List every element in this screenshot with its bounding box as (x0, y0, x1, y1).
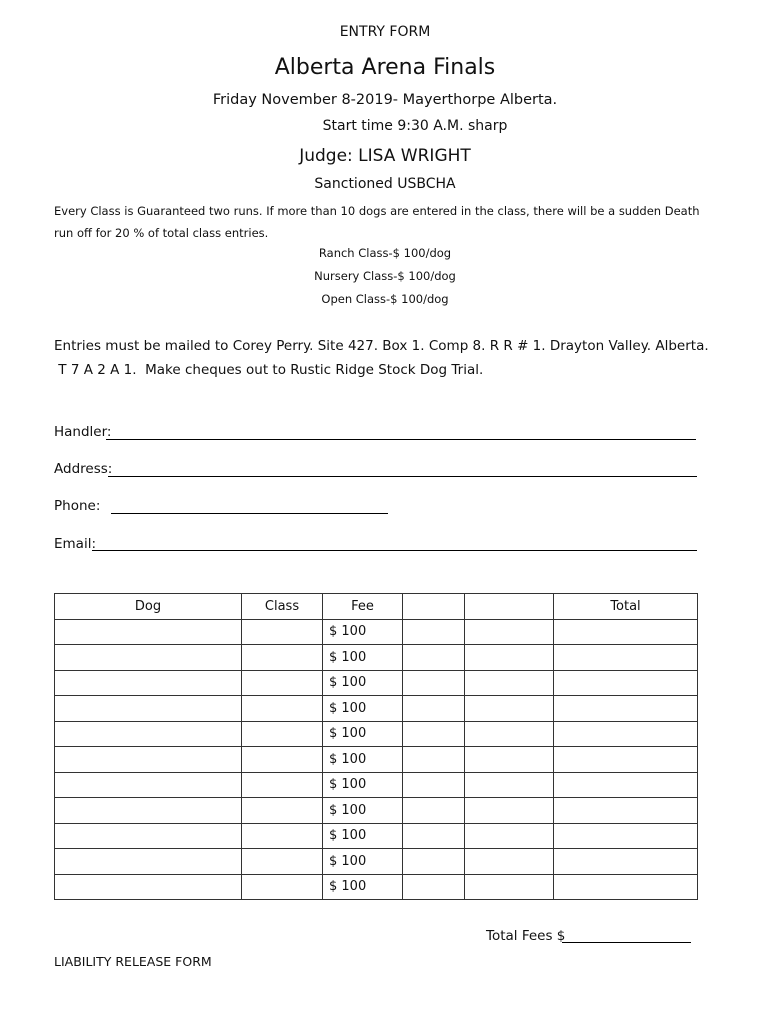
blank-cell-1[interactable] (403, 772, 465, 798)
total-cell[interactable] (554, 696, 698, 722)
fee-cell: $ 100 (323, 619, 403, 645)
total-cell[interactable] (554, 747, 698, 773)
dog-cell[interactable] (55, 772, 242, 798)
table-header-row (55, 594, 698, 620)
class-cell[interactable] (242, 721, 323, 747)
fee-cell: $ 100 (323, 874, 403, 900)
dog-cell[interactable] (55, 849, 242, 875)
fee-cell: $ 100 (323, 849, 403, 875)
class-open: Open Class-$ 100/dog (321, 292, 449, 306)
total-fees-text: Total Fees $ (486, 928, 566, 944)
table-row (55, 670, 698, 696)
mailing-instructions (54, 334, 714, 382)
dog-cell[interactable] (55, 645, 242, 671)
class-cell[interactable] (242, 670, 323, 696)
class-cell[interactable] (242, 849, 323, 875)
judge-name: Judge: LISA WRIGHT (299, 146, 471, 166)
liability-heading: LIABILITY RELEASE FORM (54, 954, 212, 969)
address-label: Address: (54, 461, 113, 477)
email-field[interactable] (92, 550, 697, 551)
class-cell[interactable] (242, 619, 323, 645)
blank-cell-2[interactable] (465, 670, 554, 696)
table-row (55, 772, 698, 798)
mailing-line-1: Entries must be mailed to Corey Perry. Site 427. Box 1. Comp 8. R R # 1. Drayton Valley. Alberta. (54, 338, 709, 354)
class-cell[interactable] (242, 772, 323, 798)
guarantee-paragraph: Every Class is Guaranteed two runs. If more than 10 dogs are entered in the class, there will be a sudden Death run off for 20 % of total class entries. (54, 204, 700, 240)
handler-label: Handler: (54, 424, 112, 440)
blank-cell-2[interactable] (465, 696, 554, 722)
header-class: Class (242, 594, 323, 620)
blank-cell-1[interactable] (403, 645, 465, 671)
blank-cell-1[interactable] (403, 747, 465, 773)
blank-cell-2[interactable] (465, 721, 554, 747)
dog-cell[interactable] (55, 696, 242, 722)
header-fee: Fee (323, 594, 403, 620)
table-row (55, 874, 698, 900)
class-ranch: Ranch Class-$ 100/dog (318, 246, 452, 260)
total-cell[interactable] (554, 849, 698, 875)
blank-cell-2[interactable] (465, 747, 554, 773)
table-row (55, 645, 698, 671)
table-row (55, 619, 698, 645)
total-cell[interactable] (554, 619, 698, 645)
blank-cell-1[interactable] (403, 849, 465, 875)
table-row (55, 798, 698, 824)
total-cell[interactable] (554, 721, 698, 747)
blank-cell-2[interactable] (465, 772, 554, 798)
total-cell[interactable] (554, 670, 698, 696)
dog-cell[interactable] (55, 747, 242, 773)
total-cell[interactable] (554, 823, 698, 849)
phone-label: Phone: (54, 498, 101, 514)
blank-cell-2[interactable] (465, 849, 554, 875)
mailing-line-2: T 7 A 2 A 1. Make cheques out to Rustic Ridge Stock Dog Trial. (54, 362, 484, 378)
form-label: ENTRY FORM (339, 24, 431, 40)
blank-cell-1[interactable] (403, 823, 465, 849)
table-row (55, 696, 698, 722)
total-cell[interactable] (554, 772, 698, 798)
fee-cell: $ 100 (323, 823, 403, 849)
blank-cell-1[interactable] (403, 619, 465, 645)
table-row (55, 721, 698, 747)
class-cell[interactable] (242, 645, 323, 671)
phone-field[interactable] (111, 513, 388, 514)
dog-cell[interactable] (55, 670, 242, 696)
blank-cell-1[interactable] (403, 874, 465, 900)
fee-cell: $ 100 (323, 721, 403, 747)
table-row (55, 823, 698, 849)
dog-cell[interactable] (55, 874, 242, 900)
total-cell[interactable] (554, 645, 698, 671)
header-dog: Dog (55, 594, 242, 620)
class-nursery: Nursery Class-$ 100/dog (314, 269, 456, 283)
header-blank-1 (403, 594, 465, 620)
blank-cell-2[interactable] (465, 619, 554, 645)
blank-cell-1[interactable] (403, 721, 465, 747)
header-blank-2 (465, 594, 554, 620)
blank-cell-1[interactable] (403, 696, 465, 722)
dog-cell[interactable] (55, 721, 242, 747)
fee-cell: $ 100 (323, 747, 403, 773)
event-date-location: Friday November 8-2019- Mayerthorpe Alberta. (212, 92, 558, 108)
start-time: Start time 9:30 A.M. sharp (322, 118, 508, 134)
class-cell[interactable] (242, 747, 323, 773)
blank-cell-2[interactable] (465, 798, 554, 824)
fee-cell: $ 100 (323, 772, 403, 798)
total-cell[interactable] (554, 874, 698, 900)
blank-cell-1[interactable] (403, 798, 465, 824)
dog-cell[interactable] (55, 798, 242, 824)
blank-cell-2[interactable] (465, 645, 554, 671)
fee-cell: $ 100 (323, 670, 403, 696)
dog-cell[interactable] (55, 619, 242, 645)
sanctioned-label: Sanctioned USBCHA (314, 176, 456, 192)
blank-cell-2[interactable] (465, 823, 554, 849)
blank-cell-2[interactable] (465, 874, 554, 900)
total-fees-label (486, 928, 565, 944)
dog-cell[interactable] (55, 823, 242, 849)
table-row (55, 747, 698, 773)
class-cell[interactable] (242, 798, 323, 824)
address-field[interactable] (108, 476, 697, 477)
fee-cell: $ 100 (323, 645, 403, 671)
class-cell[interactable] (242, 696, 323, 722)
fee-cell: $ 100 (323, 696, 403, 722)
table-row (55, 849, 698, 875)
header-total: Total (554, 594, 698, 620)
total-fees-field[interactable] (562, 942, 691, 943)
dog-entry-table (54, 593, 698, 900)
handler-field[interactable] (106, 439, 696, 440)
fee-cell: $ 100 (323, 798, 403, 824)
blank-cell-1[interactable] (403, 670, 465, 696)
class-cell[interactable] (242, 823, 323, 849)
class-cell[interactable] (242, 874, 323, 900)
total-cell[interactable] (554, 798, 698, 824)
page-title: Alberta Arena Finals (274, 55, 496, 80)
email-label: Email: (54, 536, 97, 552)
